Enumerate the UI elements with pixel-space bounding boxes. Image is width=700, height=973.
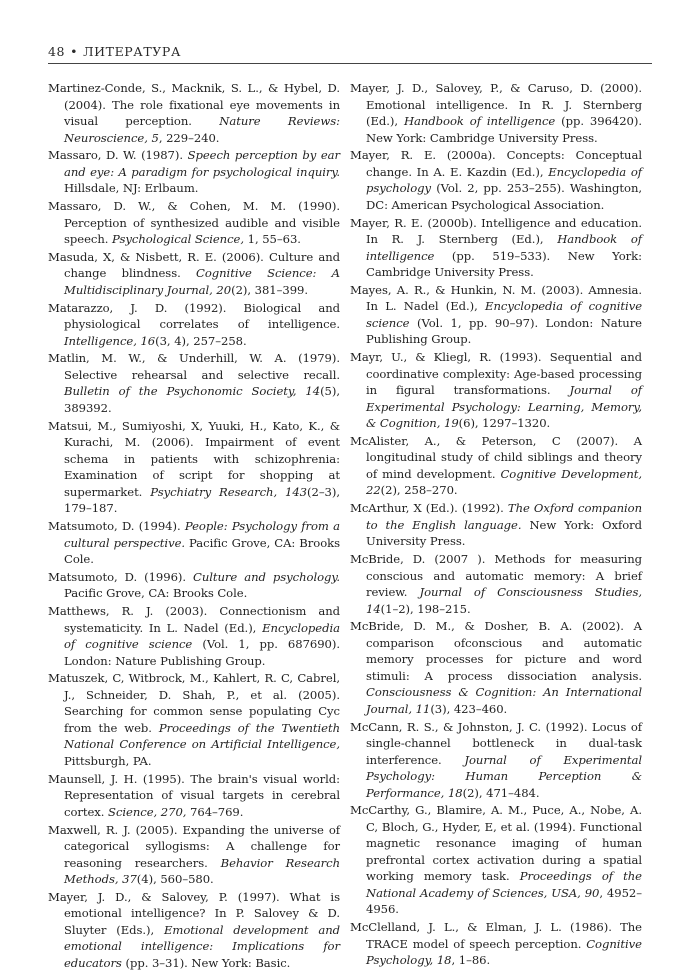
reference-tail: (5), 389392. bbox=[64, 384, 340, 415]
reference-entry bbox=[48, 889, 340, 972]
reference-tail: (4), 560–580. bbox=[136, 872, 214, 887]
reference-text: Mayer, J. D., Salovey, P., & Caruso, D. (2000). Emotional intelligence. In R. J. Sternberg (Ed.), bbox=[350, 81, 642, 128]
reference-tail: New York: Oxford University Press. bbox=[366, 517, 642, 549]
reference-entry bbox=[48, 147, 340, 197]
reference-source-italic: Psychiatry Research, 143 bbox=[150, 484, 308, 499]
reference-text: Matthews, R. J. (2003). Connectionism and systematicity. In L. Nadel (Ed.), bbox=[48, 604, 340, 635]
page-number: 48 bbox=[48, 44, 66, 59]
reference-tail: (2), 258–270. bbox=[380, 483, 458, 498]
reference-entry bbox=[48, 350, 340, 416]
reference-text: Mayes, A. R., & Hunkin, N. M. (2003). Amnesia. In L. Nadel (Ed.), bbox=[350, 282, 642, 314]
reference-source-italic: Handbook of intelligence bbox=[403, 114, 556, 128]
reference-source-italic: Handbook of intelligence bbox=[366, 232, 642, 263]
reference-tail: (1–2), 198–215. bbox=[380, 601, 471, 616]
reference-tail: (2), 471–484. bbox=[462, 785, 540, 800]
reference-text: Maxwell, R. J. (2005). Expanding the universe of categorical syllogisms: A challenge for reasoning researchers. bbox=[48, 822, 340, 870]
reference-entry bbox=[350, 719, 642, 802]
reference-source-italic: Encyclopedia of cognitive science bbox=[64, 620, 340, 652]
reference-entry bbox=[350, 147, 642, 213]
reference-source-italic: Science, 270, bbox=[108, 804, 187, 819]
reference-tail: 764–769. bbox=[186, 804, 244, 819]
reference-tail: , 229–240. bbox=[158, 130, 220, 145]
reference-source-italic: Intelligence, 16 bbox=[64, 333, 156, 348]
reference-tail: 1, 55–63. bbox=[244, 232, 301, 247]
reference-entry bbox=[350, 919, 642, 969]
reference-source-italic: Psychological Science, bbox=[112, 232, 244, 247]
reference-text: Matuszek, C, Witbrock, M., Kahlert, R. C, Cabrel, J., Schneider, D. Shah, P., et al. (2005). Searching for common sense populating Cyc from the web. bbox=[48, 671, 340, 735]
reference-text: Matlin, M. W., & Underhill, W. A. (1979). Selective rehearsal and selective recall. bbox=[48, 351, 340, 382]
reference-entry bbox=[48, 80, 340, 146]
reference-entry bbox=[48, 569, 340, 602]
reference-source-italic: Consciousness & Cognition: An International Journal, 11 bbox=[366, 685, 642, 716]
reference-tail: Pacific Grove, CA: Brooks Cole. bbox=[64, 586, 248, 601]
reference-entry bbox=[48, 418, 340, 517]
reference-tail: (pp. 519–533). New York: Cambridge University Press. bbox=[366, 248, 642, 280]
reference-text: McBride, D. (2007 ). Methods for measuring conscious and automatic memory: A brief review. bbox=[350, 552, 642, 600]
reference-text: Matarazzo, J. D. (1992). Biological and physiological correlates of intelligence. bbox=[48, 300, 340, 332]
reference-source-italic: Nature Reviews: Neuroscience, 5 bbox=[64, 114, 340, 145]
reference-text: Massaro, D. W. (1987). bbox=[48, 148, 188, 163]
reference-source-italic: People: Psychology from a cultural perspective. bbox=[64, 519, 340, 550]
reference-entry bbox=[48, 670, 340, 769]
running-header bbox=[48, 44, 652, 59]
reference-text: Mayer, R. E. (2000b). Intelligence and education. In R. J. Sternberg (Ed.), bbox=[350, 215, 642, 247]
reference-text: McClelland, J. L., & Elman, J. L. (1986). The TRACE model of speech perception. bbox=[350, 920, 642, 951]
reference-text: Matsumoto, D. (1994). bbox=[48, 519, 185, 534]
reference-text: Mayer, R. E. (2000a). Concepts: Conceptual change. In A. E. Kazdin (Ed.), bbox=[350, 148, 642, 179]
reference-entry bbox=[48, 198, 340, 248]
reference-tail: , 4952–4956. bbox=[366, 885, 642, 917]
reference-source-italic: Culture and psychology. bbox=[193, 569, 341, 584]
reference-entry bbox=[48, 771, 340, 821]
header-separator: • bbox=[70, 44, 79, 59]
reference-text: McCann, R. S., & Johnston, J. C. (1992). Locus of single-channel bottleneck in dual-task interference. bbox=[350, 719, 642, 767]
reference-text: McArthur, X (Ed.). (1992). bbox=[350, 501, 508, 516]
reference-tail: (6), 1297–1320. bbox=[458, 416, 551, 431]
left-column bbox=[48, 80, 340, 973]
reference-tail: (2), 381–399. bbox=[231, 282, 308, 297]
reference-source-italic: Proceedings of the Twentieth National Conference on Artificial Intelligence, bbox=[64, 720, 340, 752]
reference-text: McCarthy, G., Blamire, A. M., Puce, A., Nobe, A. C, Bloch, G., Hyder, E, et al. (1994). Functional magnetic resonance imaging of human prefrontal cortex activation during a spatial working memory task. bbox=[350, 803, 642, 884]
reference-text: McAlister, A., & Peterson, C (2007). A longitudinal study of child siblings and theory of mind development. bbox=[350, 433, 642, 481]
reference-entry bbox=[350, 433, 642, 499]
reference-entry bbox=[350, 282, 642, 348]
reference-tail: (3), 423–460. bbox=[430, 701, 508, 716]
reference-text: Masuda, X, & Nisbett, R. E. (2006). Culture and change blindness. bbox=[48, 249, 340, 281]
reference-tail: Pittsburgh, PA. bbox=[64, 753, 152, 768]
reference-source-italic: Journal of Experimental Psychology: Learning, Memory, & Cognition, 19 bbox=[366, 383, 642, 431]
reference-source-italic: Cognitive Development, 22 bbox=[366, 466, 642, 498]
section-title: ЛИТЕРАТУРА bbox=[83, 44, 182, 59]
reference-tail: (pp. 396420). New York: Cambridge University Press. bbox=[366, 114, 642, 145]
reference-entry bbox=[350, 80, 642, 146]
reference-source-italic: Encyclopedia of cognitive science bbox=[366, 299, 642, 330]
reference-tail: , 1–86. bbox=[451, 953, 491, 968]
reference-entry bbox=[350, 802, 642, 918]
reference-source-italic: Speech perception by ear and eye: A paradigm for psychological inquiry. bbox=[64, 148, 340, 179]
reference-source-italic: Emotional development and emotional intelligence: Implications for educators bbox=[64, 922, 340, 970]
reference-source-italic: Proceedings of the National Academy of Sciences, USA, 90 bbox=[366, 869, 642, 900]
header-rule bbox=[48, 63, 652, 64]
reference-entry bbox=[350, 215, 642, 281]
reference-source-italic: The Oxford companion to the English language. bbox=[366, 501, 642, 532]
reference-text: Matsui, M., Sumiyoshi, X, Yuuki, H., Kato, K., & Kurachi, M. (2006). Impairment of event schema in patients with schizophrenia: Examination of script for shopping at supermarket. bbox=[48, 418, 340, 499]
reference-text: Massaro, D. W., & Cohen, M. M. (1990). Perception of synthesized audible and visible speech. bbox=[48, 199, 340, 247]
reference-entry bbox=[350, 618, 642, 717]
reference-tail: (pp. 3–31). New York: Basic. bbox=[121, 955, 291, 970]
reference-text: Maunsell, J. H. (1995). The brain's visual world: Representation of visual targets in cerebral cortex. bbox=[48, 771, 340, 819]
reference-entry bbox=[350, 500, 642, 550]
reference-tail: Pacific Grove, CA: Brooks Cole. bbox=[64, 535, 340, 567]
reference-tail: (Vol. 1, pp. 90–97). London: Nature Publishing Group. bbox=[366, 315, 642, 347]
reference-entry bbox=[350, 551, 642, 617]
reference-tail: (3, 4), 257–258. bbox=[155, 333, 247, 348]
reference-text: Mayer, J. D., & Salovey, P. (1997). What is emotional intelligence? In P. Salovey & D. Sluyter (Eds.), bbox=[48, 889, 340, 937]
reference-entry bbox=[48, 300, 340, 350]
reference-text: Mayr, U., & Kliegl, R. (1993). Sequential and coordinative complexity: Age-based processing in figural transformations. bbox=[350, 350, 642, 398]
reference-source-italic: Cognitive Science: A Multidisciplinary Journal, 20 bbox=[64, 266, 340, 297]
right-column bbox=[350, 80, 642, 970]
reference-source-italic: Bulletin of the Psychonomic Society, 14 bbox=[64, 384, 321, 399]
reference-tail: (Vol. 2, pp. 253–255). Washington, DC: American Psychological Association. bbox=[366, 181, 642, 212]
reference-source-italic: Journal of Consciousness Studies, 14 bbox=[366, 585, 642, 616]
reference-source-italic: Journal of Experimental Psychology: Human Perception & Performance, 18 bbox=[366, 752, 642, 800]
reference-source-italic: Encyclopedia of psychology bbox=[366, 164, 643, 196]
reference-entry bbox=[48, 249, 340, 299]
reference-tail: (2–3), 179–187. bbox=[64, 484, 340, 516]
reference-entry bbox=[350, 349, 642, 432]
reference-entry bbox=[48, 822, 340, 888]
reference-tail: Hillsdale, NJ: Erlbaum. bbox=[64, 181, 199, 196]
reference-source-italic: Cognitive Psychology, 18 bbox=[366, 936, 642, 968]
reference-text: McBride, D. M., & Dosher, B. A. (2002). A comparison ofconscious and automatic memory processes for picture and word stimuli: A process dissociation analysis. bbox=[350, 619, 642, 683]
reference-text: Martinez-Conde, S., Macknik, S. L., & Hybel, D. (2004). The role fixational eye movements in visual perception. bbox=[48, 81, 340, 128]
reference-tail: (Vol. 1, pp. 687690). London: Nature Publishing Group. bbox=[64, 637, 340, 668]
reference-text: Matsumoto, D. (1996). bbox=[48, 569, 194, 584]
reference-entry bbox=[48, 603, 340, 669]
reference-entry bbox=[48, 518, 340, 568]
reference-source-italic: Behavior Research Methods, 37 bbox=[64, 855, 340, 887]
